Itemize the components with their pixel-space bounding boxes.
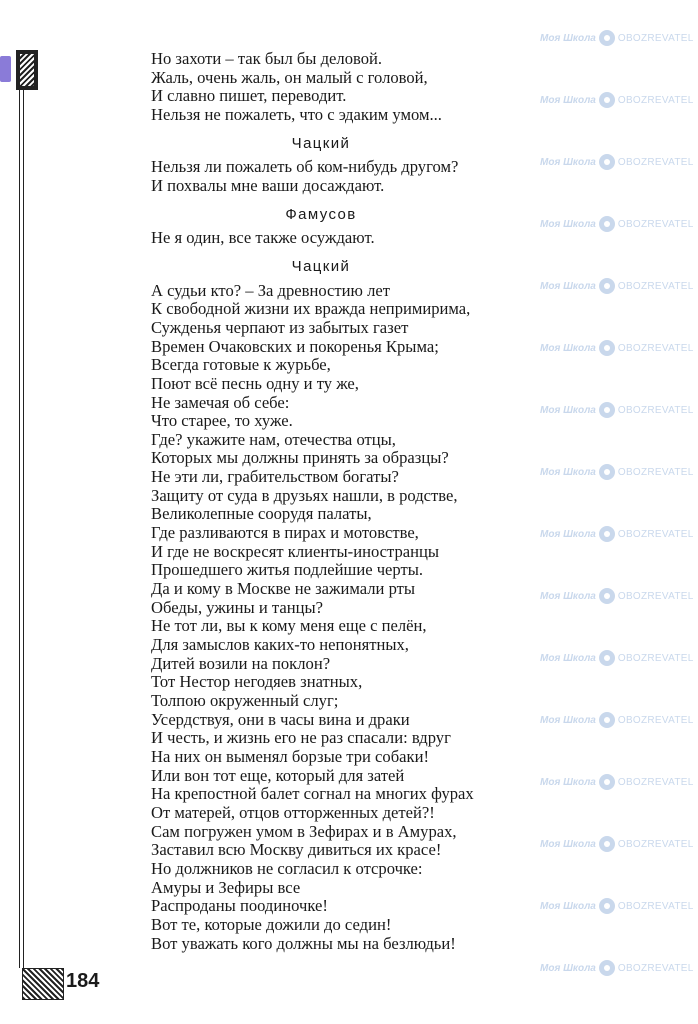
verse-line: Да и кому в Москве не зажимали рты: [151, 579, 416, 599]
watermark-brand: OBOZREVATEL: [617, 32, 694, 44]
watermark-school: Моя Школа: [540, 280, 596, 292]
verse-line: Которых мы должны принять за образцы?: [151, 448, 449, 468]
watermark-logo-icon: [599, 650, 615, 666]
verse-line: Где? укажите нам, отечества отцы,: [151, 429, 396, 449]
verse-line: Не эти ли, грабительством богаты?: [151, 467, 399, 487]
watermark-brand: OBOZREVATEL: [617, 466, 694, 478]
verse-line: Не замечая об себе:: [151, 392, 290, 412]
watermark-logo-icon: [599, 92, 615, 108]
verse-line: Для замыслов каких-то непонятных,: [151, 635, 409, 655]
verse-line: И где не воскресят клиенты-иностранцы: [151, 541, 440, 561]
watermark-brand: OBOZREVATEL: [617, 342, 694, 354]
verse-line: Вот уважать кого должны мы на безлюдьи!: [151, 933, 456, 953]
watermark-logo-icon: [599, 898, 615, 914]
watermark: [540, 30, 694, 46]
page-edge-mark: [0, 56, 11, 82]
watermark-school: Моя Школа: [540, 962, 596, 974]
watermark-school: Моя Школа: [540, 528, 596, 540]
watermark-logo-icon: [599, 526, 615, 542]
verse-line: Распроданы поодиночке!: [151, 896, 328, 916]
bottom-ornament-icon: [22, 968, 64, 1000]
watermark-logo-icon: [599, 774, 615, 790]
watermark-logo-icon: [599, 464, 615, 480]
watermark: [540, 712, 694, 728]
verse-line: И славно пишет, переводит.: [151, 86, 347, 106]
watermark: [540, 340, 694, 356]
verse-line: Толпою окруженный слуг;: [151, 691, 339, 710]
verse-line: Жаль, очень жаль, он малый с головой,: [151, 67, 428, 87]
verse-line: Времен Очаковских и покоренья Крыма;: [151, 336, 439, 356]
watermark-logo-icon: [599, 216, 615, 232]
watermark-logo-icon: [599, 960, 615, 976]
verse-line: Но захоти – так был бы деловой.: [151, 49, 383, 68]
watermark-brand: OBOZREVATEL: [617, 218, 694, 230]
verse-line: Дитей возили на поклон?: [151, 653, 331, 673]
watermark: [540, 216, 694, 232]
watermark-school: Моя Школа: [540, 218, 596, 230]
poem-text: [151, 50, 521, 953]
watermark: [540, 836, 694, 852]
watermark-brand: OBOZREVATEL: [617, 280, 694, 292]
page-number: 184: [66, 970, 100, 992]
verse-line: Прошедшего житья подлейшие черты.: [151, 560, 424, 580]
verse-line: Великолепные соорудя палаты,: [151, 504, 372, 524]
watermark-brand: OBOZREVATEL: [617, 838, 694, 850]
verse-line: Защиту от суда в друзьях нашли, в родстве,: [151, 485, 458, 505]
watermark: [540, 650, 694, 666]
watermark-school: Моя Школа: [540, 94, 596, 106]
watermark-brand: OBOZREVATEL: [617, 962, 694, 974]
verse-line: Усердствуя, они в часы вина и драки: [151, 709, 410, 729]
verse-line: Или вон тот еще, который для затей: [151, 765, 405, 785]
watermark-school: Моя Школа: [540, 32, 596, 44]
verse-line: Тот Нестор негодяев знатных,: [151, 672, 363, 692]
verse-line: К свободной жизни их вражда непримирима,: [151, 299, 471, 319]
watermark-school: Моя Школа: [540, 342, 596, 354]
watermark-school: Моя Школа: [540, 590, 596, 602]
watermark-logo-icon: [599, 340, 615, 356]
verse-line: Не я один, все также осуждают.: [151, 228, 375, 248]
verse-line: Где разливаются в пирах и мотовстве,: [151, 523, 419, 543]
verse-line: Сужденья черпают из забытых газет: [151, 317, 409, 337]
watermark-logo-icon: [599, 402, 615, 418]
verse-line: Поют всё песнь одну и ту же,: [151, 373, 359, 393]
watermark-brand: OBOZREVATEL: [617, 714, 694, 726]
watermark: [540, 92, 694, 108]
verse-line: Нельзя ли пожалеть об ком-нибудь другом?: [151, 157, 459, 177]
top-ornament-icon: [16, 50, 38, 90]
watermark-logo-icon: [599, 588, 615, 604]
verse-line: Заставил всю Москву дивиться их красе!: [151, 840, 442, 860]
watermark-logo-icon: [599, 278, 615, 294]
verse-line: Не тот ли, вы к кому меня еще с пелён,: [151, 616, 427, 636]
watermark-brand: OBOZREVATEL: [617, 652, 694, 664]
watermark-school: Моя Школа: [540, 838, 596, 850]
watermark-school: Моя Школа: [540, 652, 596, 664]
watermark-school: Моя Школа: [540, 776, 596, 788]
verse-line: На них он выменял борзые три собаки!: [151, 746, 429, 766]
watermark-school: Моя Школа: [540, 156, 596, 168]
watermark-brand: OBOZREVATEL: [617, 528, 694, 540]
watermark-brand: OBOZREVATEL: [617, 776, 694, 788]
verse-line: Амуры и Зефиры все: [151, 877, 301, 897]
watermark: [540, 154, 694, 170]
watermark-brand: OBOZREVATEL: [617, 590, 694, 602]
watermark-logo-icon: [599, 154, 615, 170]
watermark-brand: OBOZREVATEL: [617, 404, 694, 416]
verse-line: Обеды, ужины и танцы?: [151, 597, 323, 617]
speaker-name: Фамусов: [285, 205, 357, 223]
speaker-name: Чацкий: [291, 257, 351, 275]
watermark: [540, 898, 694, 914]
watermark-logo-icon: [599, 30, 615, 46]
watermark-school: Моя Школа: [540, 404, 596, 416]
watermark-brand: OBOZREVATEL: [617, 94, 694, 106]
watermark-brand: OBOZREVATEL: [617, 156, 694, 168]
watermark-school: Моя Школа: [540, 466, 596, 478]
verse-line: А судьи кто? – За древностию лет: [151, 280, 390, 300]
watermark-school: Моя Школа: [540, 900, 596, 912]
watermark: [540, 526, 694, 542]
watermark-brand: OBOZREVATEL: [617, 900, 694, 912]
watermark-logo-icon: [599, 836, 615, 852]
verse-line: Всегда готовые к журьбе,: [151, 355, 331, 375]
verse-line: Нельзя не пожалеть, что с эдаким умом...: [151, 104, 442, 124]
verse-line: От матерей, отцов отторженных детей?!: [151, 802, 435, 822]
watermark-logo-icon: [599, 712, 615, 728]
verse-line: Вот те, которые дожили до седин!: [151, 914, 392, 934]
speaker-name: Чацкий: [291, 134, 351, 152]
verse-line: Но должников не согласил к отсрочке:: [151, 858, 423, 878]
watermark: [540, 588, 694, 604]
verse-line: На крепостной балет согнал на многих фурах: [151, 784, 474, 804]
verse-line: Сам погружен умом в Зефирах и в Амурах,: [151, 821, 457, 841]
margin-border: [19, 88, 24, 968]
watermark-school: Моя Школа: [540, 714, 596, 726]
watermark: [540, 402, 694, 418]
watermark: [540, 464, 694, 480]
verse-line: Что старее, то хуже.: [151, 411, 293, 431]
verse-line: И похвалы мне ваши досаждают.: [151, 175, 385, 195]
verse-line: И честь, и жизнь его не раз спасали: вдруг: [151, 728, 451, 748]
watermark: [540, 960, 694, 976]
watermark: [540, 278, 694, 294]
watermark: [540, 774, 694, 790]
